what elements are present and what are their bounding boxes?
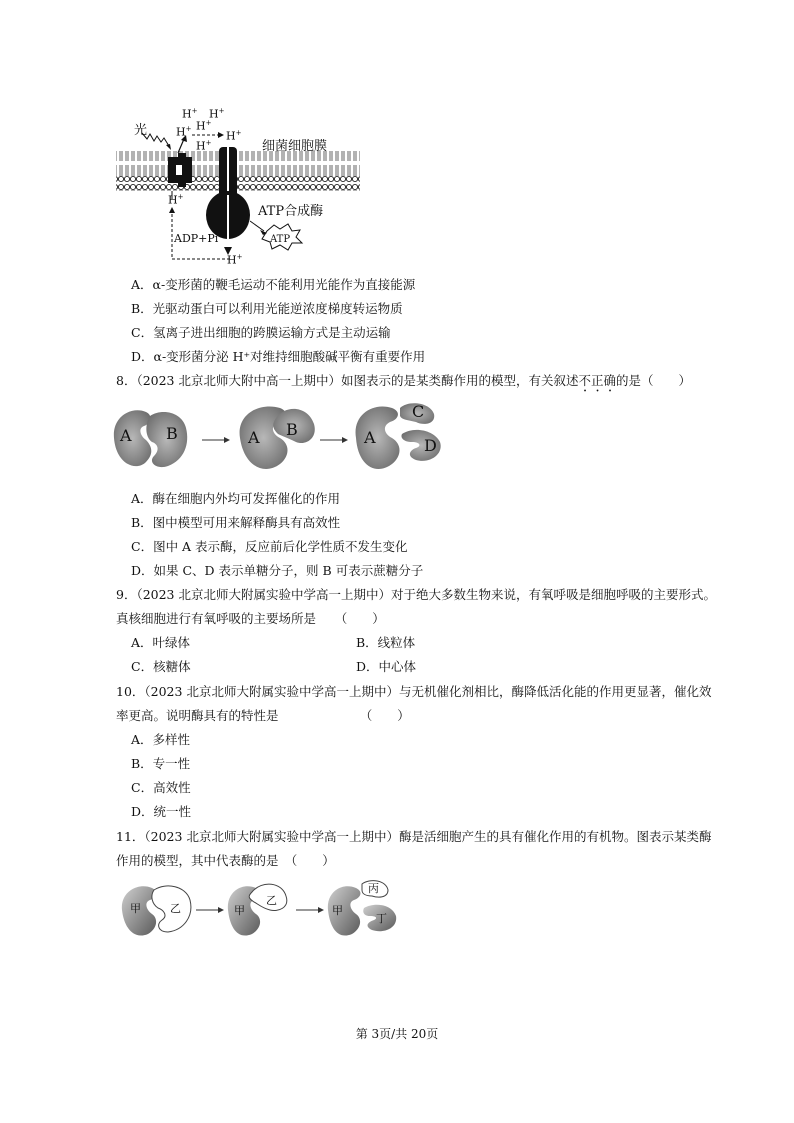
adp-label: ADP+Pi: [174, 232, 219, 245]
label-a: A: [248, 428, 260, 447]
enzyme-model-figure-abcd: [110, 398, 450, 478]
option-c: C．高效性: [131, 780, 191, 795]
option-a: A．α-变形菌的鞭毛运动不能利用光能作为直接能源: [131, 277, 416, 292]
label-yi: 乙: [266, 894, 277, 907]
enzyme-model-figure-jiayi: [120, 878, 410, 940]
question-11-stem-line1: 11．（2023 北京北师大附属实验中学高一上期中）酶是活细胞产生的具有催化作用的有机物。图表示某类酶: [116, 829, 712, 844]
atp-synthase-label: ATP合成酶: [258, 204, 324, 219]
label-d: D: [424, 436, 437, 455]
h-ion-label: H+: [226, 129, 242, 143]
option-d: D．统一性: [131, 804, 192, 819]
label-bing: 丙: [368, 882, 379, 895]
option-b: B．光驱动蛋白可以利用光能逆浓度梯度转运物质: [131, 301, 403, 316]
label-a: A: [120, 426, 132, 445]
membrane-label: 细菌细胞膜: [262, 139, 328, 154]
option-b: B．图中模型可用来解释酶具有高效性: [131, 515, 341, 530]
option-d: D．中心体: [356, 659, 417, 674]
h-ion-label: H+: [196, 119, 212, 133]
label-ding: 丁: [376, 912, 387, 925]
membrane-atp-synthase-figure: [112, 103, 372, 273]
h-ion-label: H+: [227, 253, 243, 267]
option-d: D．α-变形菌分泌 H⁺对维持细胞酸碱平衡有重要作用: [131, 349, 426, 364]
atp-label: ATP: [270, 234, 291, 245]
question-11-stem-line2: 作用的模型，其中代表酶的是 （ ）: [116, 853, 335, 868]
label-jia: 甲: [332, 904, 343, 917]
option-c: C．氢离子进出细胞的跨膜运输方式是主动运输: [131, 325, 391, 340]
question-10-stem-line2: 率更高。说明酶具有的特性是 （ ）: [116, 708, 410, 723]
question-8-stem: 8．（2023 北京北师大附中高一上期中）如图表示的是某类酶作用的模型，有关叙述不正确的是（ ）: [116, 373, 692, 388]
h-ion-label: H+: [209, 107, 225, 121]
label-b: B: [166, 424, 178, 443]
label-a: A: [364, 428, 376, 447]
option-a: A．叶绿体: [131, 635, 191, 650]
option-d: D．如果 C、D 表示单糖分子，则 B 可表示蔗糖分子: [131, 563, 424, 578]
option-c: C．图中 A 表示酶，反应前后化学性质不发生变化: [131, 539, 408, 554]
label-b: B: [286, 420, 298, 439]
h-ion-label: H+: [176, 125, 192, 139]
h-ion-label: H+: [182, 107, 198, 121]
light-label: 光: [134, 123, 148, 138]
option-b: B．线粒体: [356, 635, 416, 650]
label-c: C: [412, 402, 425, 421]
label-jia: 甲: [234, 904, 245, 917]
question-9-stem-line2: 真核细胞进行有氧呼吸的主要场所是 （ ）: [116, 611, 385, 626]
question-10-stem-line1: 10．（2023 北京北师大附属实验中学高一上期中）与无机催化剂相比，酶降低活化能的作用更显著，催化效: [116, 684, 712, 699]
h-ion-label: H+: [168, 193, 184, 207]
option-b: B．专一性: [131, 756, 191, 771]
page-footer: 第 3页/共 20页: [355, 1027, 439, 1041]
question-9-stem-line1: 9．（2023 北京北师大附属实验中学高一上期中）对于绝大多数生物来说，有氧呼吸是细胞呼吸的主要形式。: [116, 587, 716, 602]
option-a: A．酶在细胞内外均可发挥催化的作用: [131, 491, 341, 506]
h-ion-label: H+: [196, 139, 212, 153]
label-jia: 甲: [130, 902, 141, 915]
option-c: C．核糖体: [131, 659, 191, 674]
option-a: A．多样性: [131, 732, 191, 747]
label-yi: 乙: [170, 902, 181, 915]
